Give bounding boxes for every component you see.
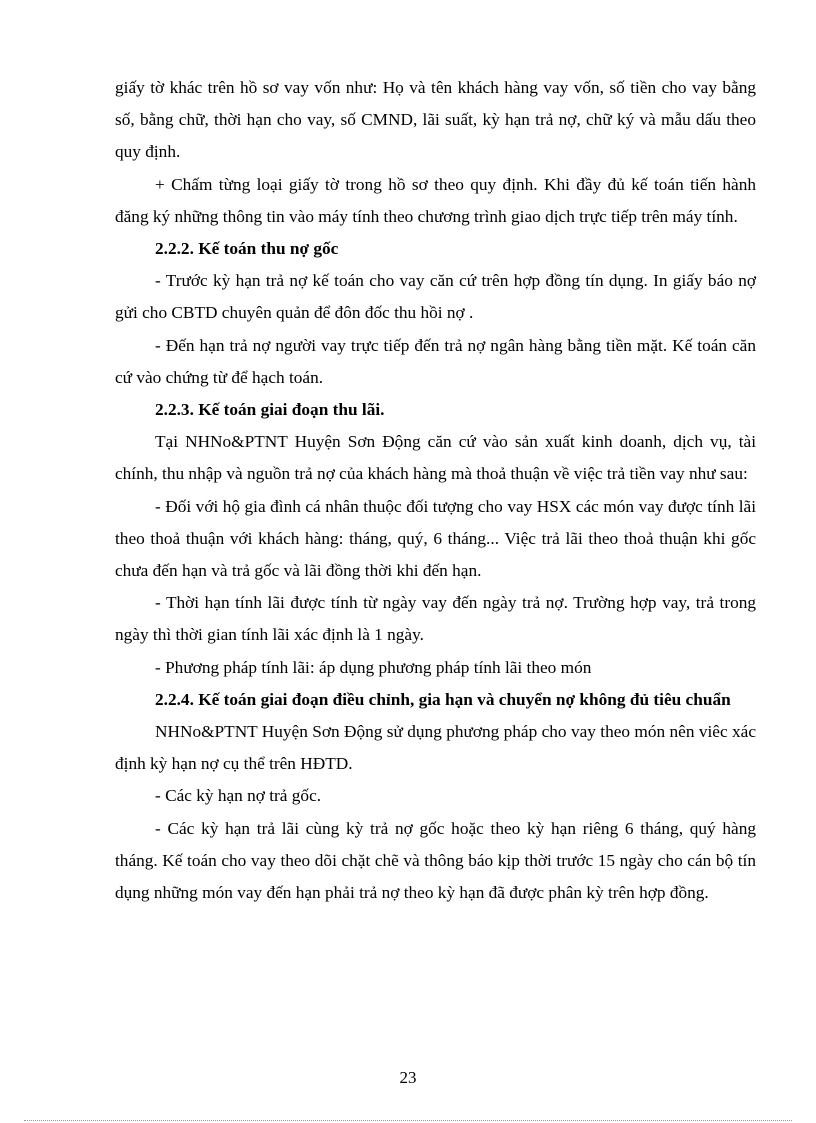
paragraph-household-loans: - Đối với hộ gia đình cá nhân thuộc đối tượng cho vay HSX các món vay được tính lãi theo thoả thuận với khách hàng: tháng, quý, 6 tháng... Việc trả lãi theo thoả thuận khi gốc chưa đến hạn và trả gốc và lãi đồng thời khi đến hạn. (115, 496, 756, 581)
section-heading-2-2-4: 2.2.4. Kế toán giai đoạn điều chỉnh, gia hạn và chuyển nợ không đủ tiêu chuẩn (155, 689, 731, 709)
page-body (115, 72, 756, 909)
paragraph-check-documents: + Chấm từng loại giấy tờ trong hồ sơ theo quy định. Khi đầy đủ kế toán tiến hành đăng ký những thông tin vào máy tính theo chương trình giao dịch trực tiếp trên máy tính. (115, 174, 756, 226)
paragraph-principal-terms: - Các kỳ hạn nợ trả gốc. (155, 786, 322, 806)
section-heading-2-2-3: 2.2.3. Kế toán giai đoạn thu lãi. (155, 400, 385, 420)
paragraph-before-due-date: - Trước kỳ hạn trả nợ kế toán cho vay căn cứ trên hợp đồng tín dụng. In giấy báo nợ gửi cho CBTD chuyên quản để đôn đốc thu hồi nợ . (115, 271, 756, 323)
paragraph-interest-period: - Thời hạn tính lãi được tính từ ngày vay đến ngày trả nợ. Trường hợp vay, trả trong ngày thì thời gian tính lãi xác định là 1 ngày. (115, 593, 756, 645)
paragraph-interest-terms: - Các kỳ hạn trả lãi cùng kỳ trả nợ gốc hoặc theo kỳ hạn riêng 6 tháng, quý hàng tháng. Kế toán cho vay theo dõi chặt chẽ và thông báo kịp thời trước 15 ngày cho cán bộ tín dụng những món vay đến hạn phải trả nợ theo kỳ hạn đã được phân kỳ trên hợp đồng. (115, 818, 756, 903)
page-bottom-divider (24, 1120, 792, 1121)
paragraph-interest-method: - Phương pháp tính lãi: áp dụng phương pháp tính lãi theo món (155, 657, 592, 677)
page-number: 23 (399, 1068, 417, 1087)
paragraph-on-due-date: - Đến hạn trả nợ người vay trực tiếp đến trả nợ ngân hàng bằng tiền mặt. Kế toán căn cứ vào chứng từ để hạch toán. (115, 335, 756, 387)
paragraph-interest-agreement: Tại NHNo&PTNT Huyện Sơn Động căn cứ vào sản xuất kinh doanh, dịch vụ, tài chính, thu nhập và nguồn trả nợ của khách hàng mà thoả thuận về việc trả tiền vay như sau: (115, 432, 756, 484)
paragraph-term-determination: NHNo&PTNT Huyện Sơn Động sử dụng phương pháp cho vay theo món nên viêc xác định kỳ hạn nợ cụ thể trên HĐTD. (115, 722, 756, 774)
paragraph-loan-documents: giấy tờ khác trên hồ sơ vay vốn như: Họ và tên khách hàng vay vốn, số tiền cho vay bằng số, bằng chữ, thời hạn cho vay, số CMND, lãi suất, kỳ hạn trả nợ, chữ ký và mẫu dấu theo quy định. (115, 78, 756, 162)
section-heading-2-2-2: 2.2.2. Kế toán thu nợ gốc (155, 239, 339, 259)
